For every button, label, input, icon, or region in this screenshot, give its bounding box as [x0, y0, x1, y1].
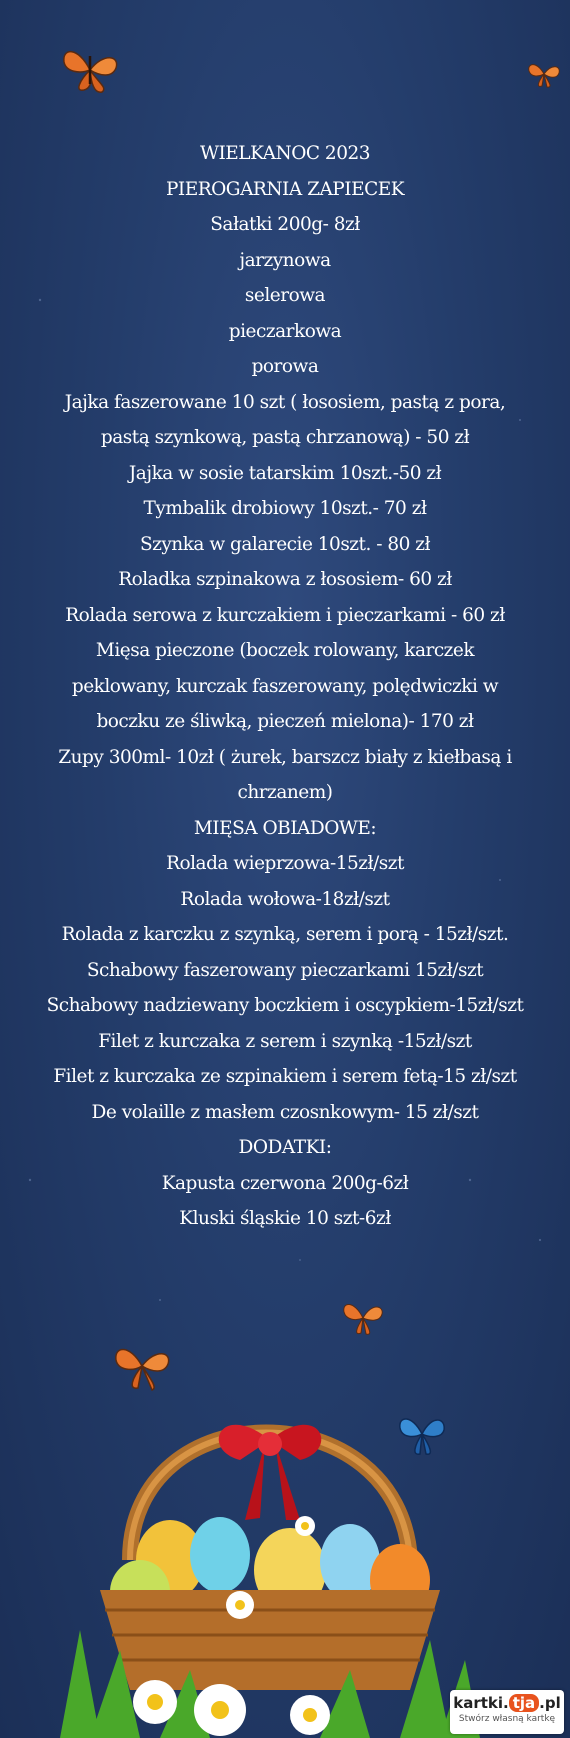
logo-name: kartki. tja .pl [453, 1694, 561, 1712]
menu-line: Filet z kurczaka z serem i szynką -15zł/szt [98, 1030, 472, 1052]
menu-line: WIELKANOC 2023 [199, 143, 370, 164]
menu-line: Rolada serowa z kurczakiem i pieczarkami - 60 zł [65, 604, 505, 626]
butterfly-icon [526, 58, 562, 90]
menu-line: Zupy 300ml- 10zł ( żurek, barszcz biały z kiełbasą i [58, 746, 512, 768]
menu-line: Mięsa pieczone (boczek rolowany, karczek [95, 640, 475, 661]
kartki-logo[interactable] [450, 1690, 564, 1734]
menu-line: Kluski śląskie 10 szt-6zł [179, 1208, 391, 1229]
easter-basket-icon [60, 1330, 480, 1738]
menu-line: DODATKI: [238, 1137, 332, 1158]
easter-menu-text [24, 136, 546, 1237]
menu-line: MIĘSA OBIADOWE: [193, 817, 377, 839]
menu-line: PIEROGARNIA ZAPIECEK [165, 178, 405, 200]
menu-line: chrzanem) [237, 782, 333, 803]
menu-line: Tymbalik drobiowy 10szt.- 70 zł [143, 498, 427, 519]
menu-line: Kapusta czerwona 200g-6zł [161, 1172, 409, 1194]
menu-line: Jajka w sosie tatarskim 10szt.-50 zł [128, 462, 442, 484]
menu-line: Jajka faszerowane 10 szt ( łososiem, pastą z pora, [64, 391, 506, 413]
menu-line: pieczarkowa [228, 320, 342, 342]
butterfly-icon [58, 40, 124, 96]
menu-line: porowa [251, 356, 319, 377]
menu-line: Roladka szpinakowa z łososiem- 60 zł [118, 569, 452, 590]
menu-line: Rolada z karczku z szynką, serem i porą - 15zł/szt. [61, 924, 509, 945]
menu-line: pastą szynkową, pastą chrzanową) - 50 zł [100, 427, 470, 448]
menu-line: peklowany, kurczak faszerowany, polędwiczki w [71, 675, 499, 697]
logo-tagline: Stwórz własną kartkę [458, 1714, 556, 1724]
menu-line: Sałatki 200g- 8zł [210, 214, 360, 235]
menu-line: boczku ze śliwką, pieczeń mielona)- 170 zł [96, 711, 474, 732]
menu-line: jarzynowa [239, 249, 331, 271]
menu-line: Rolada wieprzowa-15zł/szt [166, 853, 404, 874]
menu-line: Schabowy faszerowany pieczarkami 15zł/szt [86, 959, 484, 981]
menu-line: Filet z kurczaka ze szpinakiem i serem fetą-15 zł/szt [53, 1066, 517, 1087]
menu-line: Rolada wołowa-18zł/szt [180, 888, 390, 910]
menu-line: selerowa [244, 285, 326, 306]
menu-line: De volaille z masłem czosnkowym- 15 zł/szt [91, 1101, 479, 1123]
menu-line: Schabowy nadziewany boczkiem i oscypkiem-15zł/szt [46, 995, 524, 1016]
menu-line: Szynka w galarecie 10szt. - 80 zł [139, 533, 431, 555]
